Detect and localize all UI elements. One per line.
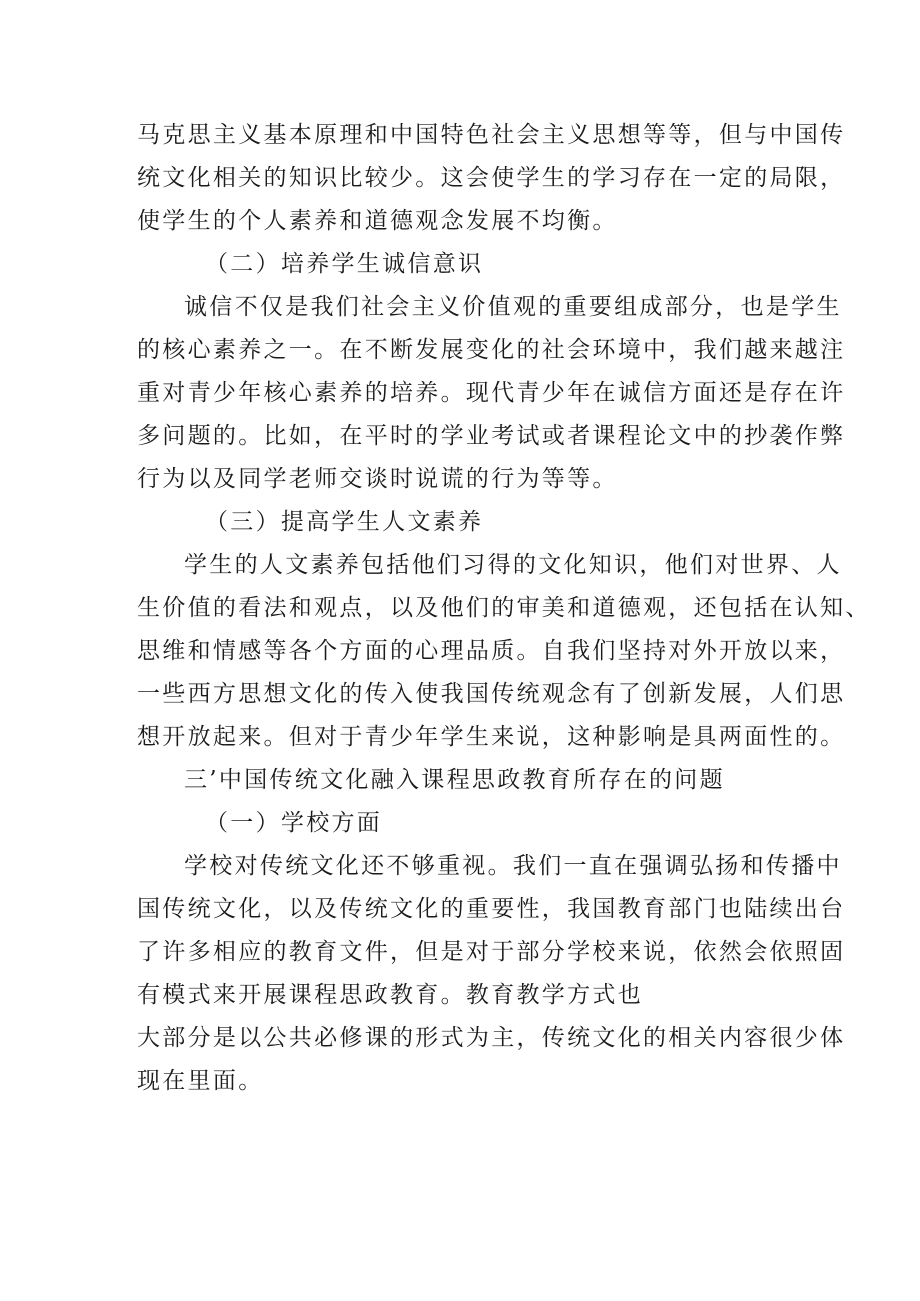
paragraph-line: 大部分是以公共必修课的形式为主，传统文化的相关内容很少体: [137, 1025, 846, 1051]
paragraph-line: 想开放起来。但对于青少年学生来说，这种影响是具两面性的。: [137, 724, 846, 750]
paragraph-line: 生价值的看法和观点，以及他们的审美和道德观，还包括在认知、: [137, 595, 871, 621]
paragraph-line: 思维和情感等各个方面的心理品质。自我们坚持对外开放以来，: [137, 638, 846, 664]
paragraph-line: 重对青少年核心素养的培养。现代青少年在诚信方面还是存在许: [137, 380, 846, 406]
section-heading: （三）提高学生人文素养: [205, 509, 484, 535]
paragraph-line: 现在里面。: [137, 1068, 264, 1094]
paragraph-line: 学校对传统文化还不够重视。我们一直在强调弘扬和传播中: [184, 853, 842, 879]
section-heading: （二）培养学生诚信意识: [205, 251, 484, 277]
section-heading: （一）学校方面: [205, 810, 383, 836]
paragraph-line: 学生的人文素养包括他们习得的文化知识，他们对世界、人: [184, 552, 842, 578]
paragraph-line: 的核心素养之一。在不断发展变化的社会环境中，我们越来越注: [137, 337, 846, 363]
paragraph-line: 统文化相关的知识比较少。这会使学生的学习存在一定的局限，: [137, 165, 846, 191]
paragraph-line: 一些西方思想文化的传入使我国传统观念有了创新发展，人们思: [137, 681, 846, 707]
paragraph-line: 了许多相应的教育文件，但是对于部分学校来说，依然会依照固: [137, 939, 846, 965]
paragraph-line: 国传统文化，以及传统文化的重要性，我国教育部门也陆续出台: [137, 896, 846, 922]
paragraph-line: 诚信不仅是我们社会主义价值观的重要组成部分，也是学生: [184, 294, 842, 320]
paragraph-line: 使学生的个人素养和道德观念发展不均衡。: [137, 208, 618, 234]
paragraph-line: 多问题的。比如，在平时的学业考试或者课程论文中的抄袭作弊: [137, 423, 846, 449]
paragraph-line: 马克思主义基本原理和中国特色社会主义思想等等，但与中国传: [137, 122, 846, 148]
paragraph-line: 有模式来开展课程思政教育。教育教学方式也: [137, 982, 643, 1008]
paragraph-line: 行为以及同学老师交谈时说谎的行为等等。: [137, 466, 618, 492]
chapter-heading: 三’中国传统文化融入课程思政教育所存在的问题: [184, 767, 725, 793]
